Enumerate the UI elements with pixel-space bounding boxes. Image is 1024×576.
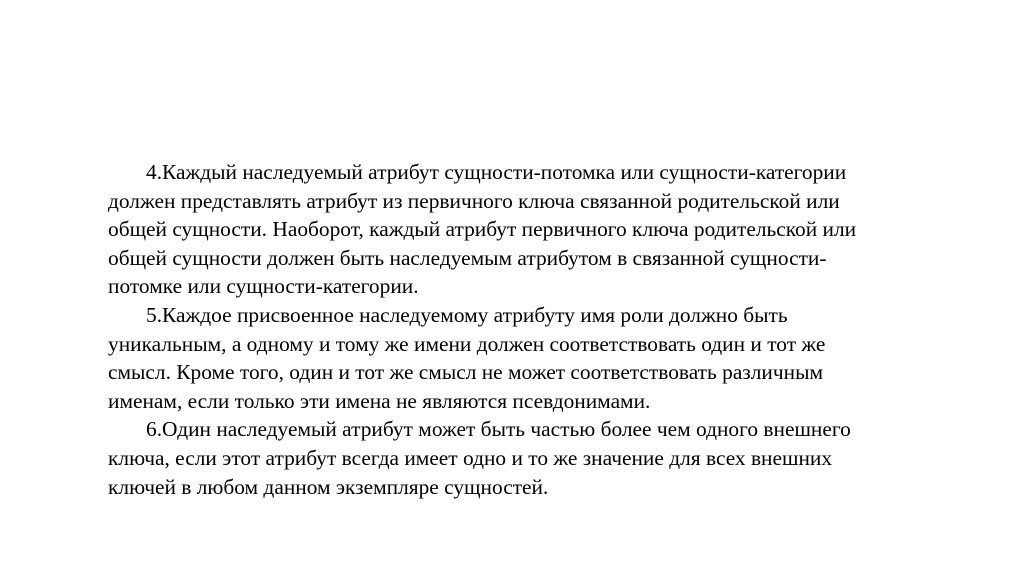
paragraph-rule-6: 6.Один наследуемый атрибут может быть частью более чем одного внешнего ключа, если этот атрибут всегда имеет одно и то же значение для всех внешних ключей в любом данном экземпляре сущностей. [108,417,851,499]
paragraph-rule-4: 4.Каждый наследуемый атрибут сущности-потомка или сущности-категории должен представлять атрибут из первичного ключа связанной родительской или общей сущности. Наоборот, каждый атрибут первичного ключа родительской или общей сущности должен быть наследуемым атрибутом в связанной сущности- потомке или сущности-категории. [108,160,857,299]
paragraph-rule-5: 5.Каждое присвоенное наследуемому атрибуту имя роли должно быть уникальным, а одному и тому же имени должен соответствовать один и тот же смысл. Кроме того, один и тот же смысл не может соответствовать различным именам, если только эти имена не являются псевдонимами. [108,302,826,413]
slide-body-text [108,158,938,501]
